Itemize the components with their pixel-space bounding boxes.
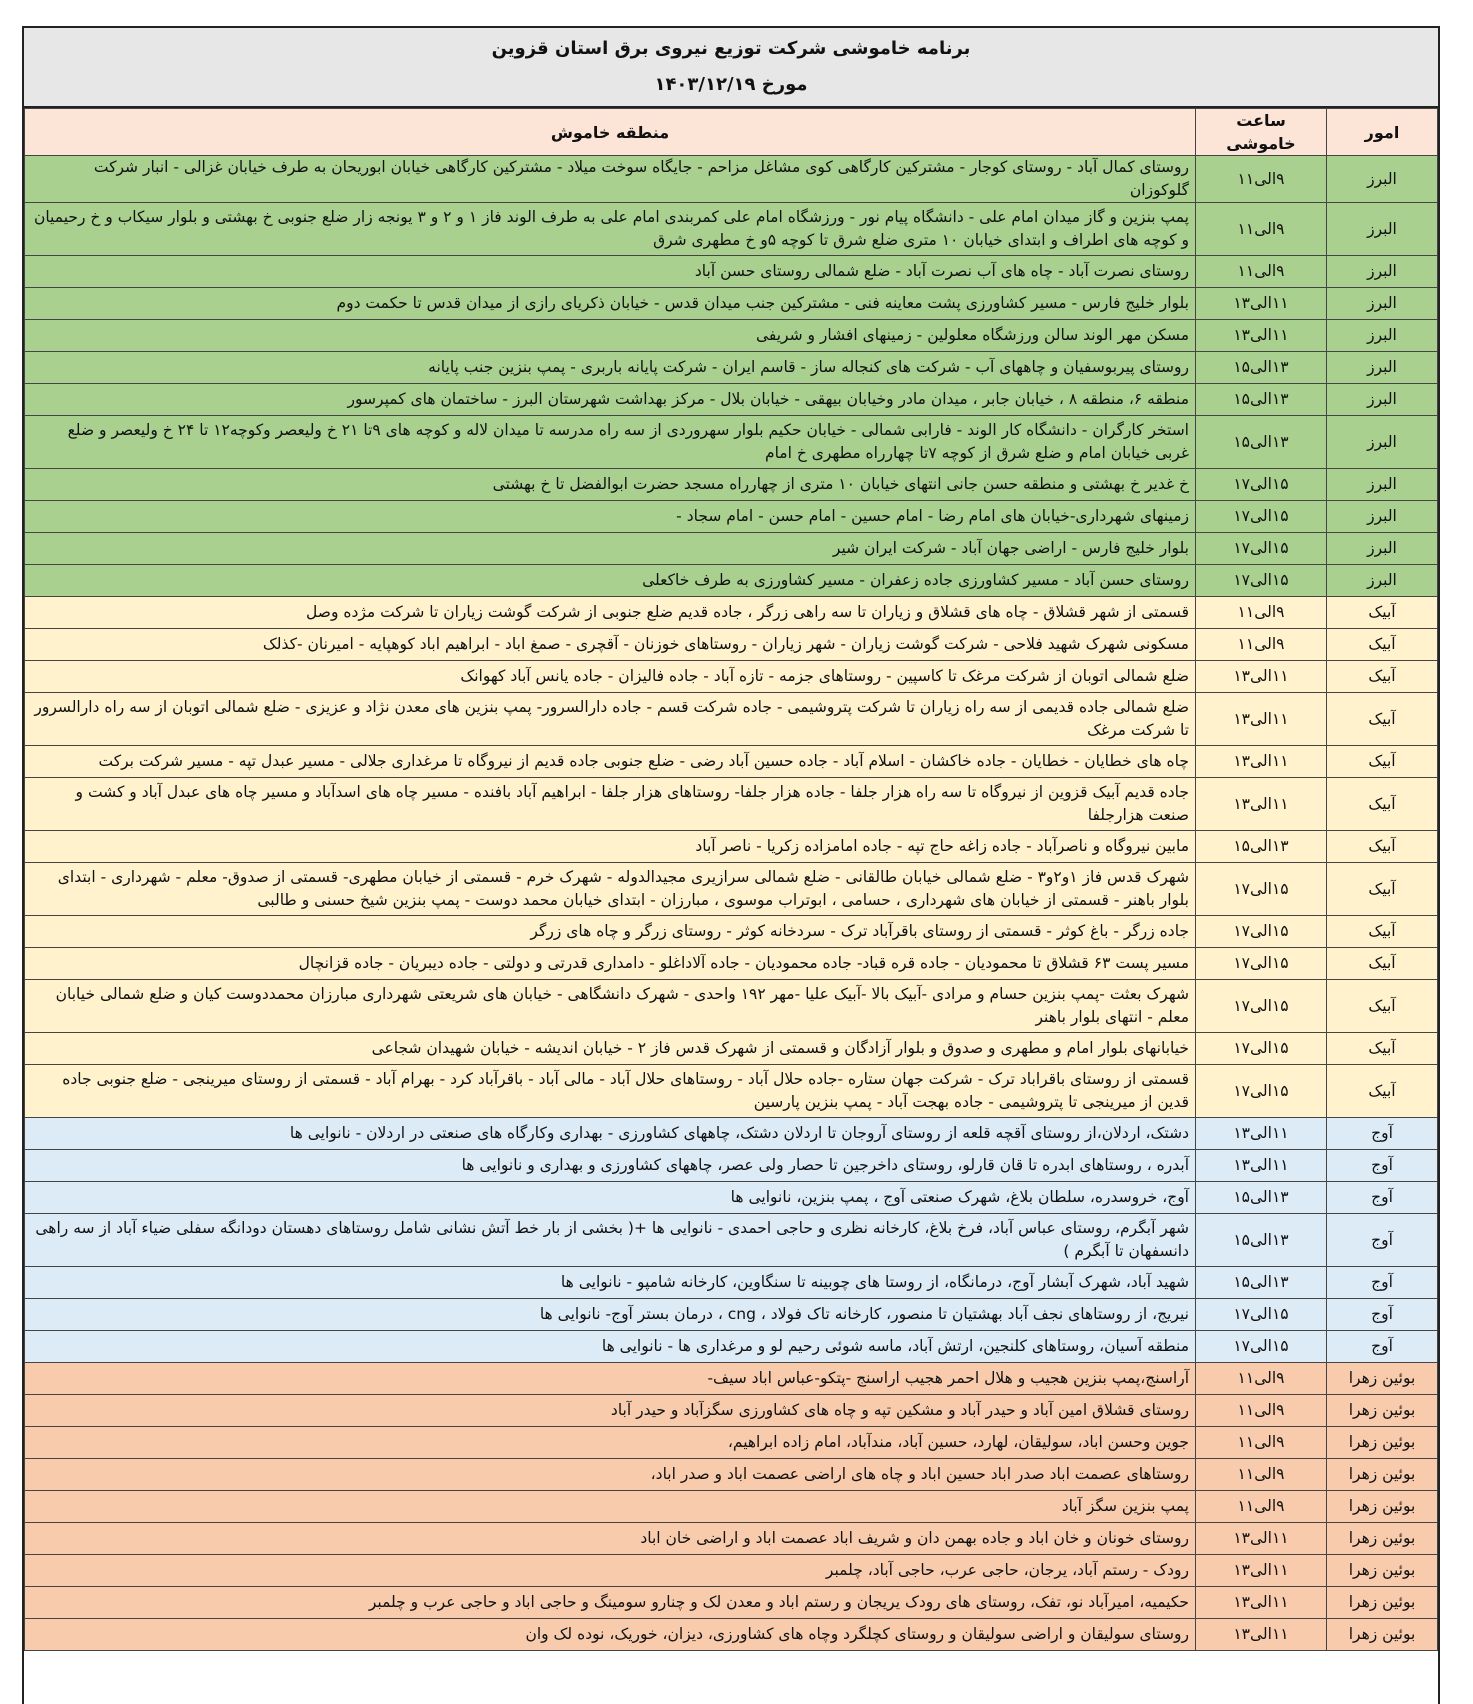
region-cell: آبیک: [1327, 597, 1438, 629]
table-row: [25, 1587, 1438, 1619]
time-cell: ۱۳الی۱۵: [1196, 352, 1327, 384]
area-cell: روستای سولیقان و اراضی سولیقان و روستای کچلگرد وچاه های کشاورزی، دیزان، خوریک، نوده لک وان: [25, 1619, 1196, 1651]
time-cell: ۹الی۱۱: [1196, 256, 1327, 288]
area-cell: زمینهای شهرداری-خیابان های امام رضا - امام حسین - امام حسن - امام سجاد -: [25, 501, 1196, 533]
area-cell: ضلع شمالی جاده قدیمی از سه راه زیاران تا شرکت پتروشیمی - جاده شرکت قسم - جاده دارالسرور- پمپ بنزین های معدن نژاد و عزیزی - ضلع شمالی اتوبان از سه راه دارالسرور تا شرکت مرغک: [25, 693, 1196, 746]
region-cell: آوج: [1327, 1267, 1438, 1299]
region-cell: آوج: [1327, 1118, 1438, 1150]
table-row: [25, 416, 1438, 469]
region-cell: آبیک: [1327, 1065, 1438, 1118]
area-cell: شهرک بعثت -پمپ بنزین حسام و مرادی -آبیک بالا -آبیک علیا -مهر ۱۹۲ واحدی - شهرک دانشگاهی - خیابان های شریعتی شهرداری مبارزان محمددوست کیان و ضلع شمالی خیابان معلم - انتهای بلوار باهنر: [25, 980, 1196, 1033]
area-cell: شهرک قدس فاز ۱و۲و۳ - ضلع شمالی خیابان طالقانی - ضلع شمالی سرازیری مجیدالدوله - شهرک خرم - قسمتی از خیابان مطهری- قسمتی از صدوق- معلم - شهرداری - ابتدای بلوار باهنر - قسمتی از خیابان های شهرداری ، حسامی ، ابوتراب موسوی ، مبارزان - ابتدای خیابان محمد دوست - پمپ بنزین شیخ حسنی و طالبی: [25, 863, 1196, 916]
table-row: [25, 1523, 1438, 1555]
area-cell: آبدره ، روستاهای ابدره تا قان قارلو، روستای داخرجین تا حصار ولی عصر، چاههای کشاورزی و بهداری و نانوایی ها: [25, 1150, 1196, 1182]
region-cell: البرز: [1327, 416, 1438, 469]
table-row: [25, 1491, 1438, 1523]
region-cell: آبیک: [1327, 980, 1438, 1033]
table-row: [25, 1150, 1438, 1182]
table-row: [25, 778, 1438, 831]
table-row: [25, 352, 1438, 384]
time-cell: ۹الی۱۱: [1196, 203, 1327, 256]
region-cell: بوئین زهرا: [1327, 1555, 1438, 1587]
area-cell: روستاهای عصمت اباد صدر اباد حسین اباد و چاه های اراضی عصمت اباد و صدر اباد،: [25, 1459, 1196, 1491]
area-cell: ضلع شمالی اتوبان از شرکت مرغک تا کاسپین - روستاهای جزمه - تازه آباد - جاده فالیزان - جاده یانس آباد کهوانک: [25, 661, 1196, 693]
area-cell: روستای کمال آباد - روستای کوجار - مشترکین کارگاهی کوی مشاغل مزاحم - جایگاه سوخت میلاد - مشترکین کارگاهی خیابان ابوریحان به طرف خیابان غزالی - انبار شرکت گلوکوزان: [25, 156, 1196, 203]
area-cell: قسمتی از روستای باقراباد ترک - شرکت جهان ستاره -جاده حلال آباد - روستاهای حلال آباد - مالی آباد - باقرآباد کرد - بهرام آباد - قسمتی از روستای میرینجی - ضلع جنوبی جاده قدین از میرینجی تا پتروشیمی - جاده بهجت آباد - پمپ بنزین پارسین: [25, 1065, 1196, 1118]
table-row: [25, 1555, 1438, 1587]
time-cell: ۱۵الی۱۷: [1196, 1033, 1327, 1065]
region-cell: بوئین زهرا: [1327, 1587, 1438, 1619]
time-cell: ۹الی۱۱: [1196, 1395, 1327, 1427]
region-cell: بوئین زهرا: [1327, 1363, 1438, 1395]
schedule-sheet: [22, 26, 1440, 1704]
table-row: [25, 980, 1438, 1033]
table-row: [25, 320, 1438, 352]
region-cell: آبیک: [1327, 863, 1438, 916]
time-cell: ۹الی۱۱: [1196, 597, 1327, 629]
area-cell: مابین نیروگاه و ناصرآباد - جاده زاغه حاج تپه - جاده امامزاده زکریا - ناصر آباد: [25, 831, 1196, 863]
region-cell: البرز: [1327, 352, 1438, 384]
time-cell: ۱۳الی۱۵: [1196, 1214, 1327, 1267]
region-cell: بوئین زهرا: [1327, 1395, 1438, 1427]
region-cell: البرز: [1327, 156, 1438, 203]
area-cell: پمپ بنزین و گاز میدان امام علی - دانشگاه پیام نور - ورزشگاه امام علی کمربندی امام علی به طرف الوند فاز ۱ و ۲ و ۳ یونجه زار ضلع جنوبی خ بهشتی و بلوار سیکاب و خ رحیمیان و کوچه های اطراف و ابتدای خیابان ۱۰ متری ضلع شرق تا کوچه ۵و خ مطهری شرق: [25, 203, 1196, 256]
time-cell: ۱۱الی۱۳: [1196, 1523, 1327, 1555]
area-cell: روستای حسن آباد - مسیر کشاورزی جاده زعفران - مسیر کشاورزی به طرف خاکعلی: [25, 565, 1196, 597]
time-cell: ۱۵الی۱۷: [1196, 916, 1327, 948]
table-row: [25, 501, 1438, 533]
area-cell: شهید آباد، شهرک آبشار آوج، درمانگاه، از روستا های چوبینه تا سنگاوین، کارخانه شامپو - نانوایی ها: [25, 1267, 1196, 1299]
table-row: [25, 948, 1438, 980]
region-cell: آبیک: [1327, 948, 1438, 980]
region-cell: آوج: [1327, 1182, 1438, 1214]
area-cell: منطقه آسیان، روستاهای کلنجین، ارتش آباد، ماسه شوئی رحیم لو و مرغداری ها - نانوایی ها: [25, 1331, 1196, 1363]
table-row: [25, 256, 1438, 288]
time-cell: ۱۳الی۱۵: [1196, 831, 1327, 863]
region-cell: البرز: [1327, 256, 1438, 288]
region-cell: بوئین زهرا: [1327, 1491, 1438, 1523]
region-cell: آبیک: [1327, 661, 1438, 693]
table-row: [25, 1118, 1438, 1150]
table-row: [25, 1299, 1438, 1331]
area-cell: حکیمیه، امیرآباد نو، تفک، روستای های رودک یریجان و رستم اباد و معدن لک و چنارو سومینگ و حاجی اباد و حاجی عرب و چلمبر: [25, 1587, 1196, 1619]
region-cell: آبیک: [1327, 693, 1438, 746]
time-cell: ۱۵الی۱۷: [1196, 1331, 1327, 1363]
table-row: [25, 661, 1438, 693]
time-cell: ۱۱الی۱۳: [1196, 1619, 1327, 1651]
header-region: امور: [1327, 109, 1438, 156]
title-box: [24, 28, 1438, 108]
time-cell: ۱۵الی۱۷: [1196, 533, 1327, 565]
table-row: [25, 288, 1438, 320]
time-cell: ۱۱الی۱۳: [1196, 693, 1327, 746]
area-cell: روستای قشلاق امین آباد و حیدر آباد و مشکین تپه و چاه های کشاورزی سگزآباد و حیدر آباد: [25, 1395, 1196, 1427]
table-row: [25, 1363, 1438, 1395]
table-row: [25, 831, 1438, 863]
region-cell: البرز: [1327, 203, 1438, 256]
area-cell: رودک - رستم آباد، یرجان، حاجی عرب، حاجی آباد، چلمبر: [25, 1555, 1196, 1587]
table-row: [25, 156, 1438, 203]
area-cell: پمپ بنزین سگز آباد: [25, 1491, 1196, 1523]
table-row: [25, 1267, 1438, 1299]
time-cell: ۹الی۱۱: [1196, 1427, 1327, 1459]
area-cell: خ غدیر خ بهشتی و منطقه حسن جانی انتهای خیابان ۱۰ متری از چهارراه مسجد حضرت ابوالفضل تا خ بهشتی: [25, 469, 1196, 501]
table-row: [25, 565, 1438, 597]
area-cell: روستای خونان و خان اباد و جاده بهمن دان و شریف اباد عصمت اباد و اراضی خان اباد: [25, 1523, 1196, 1555]
time-cell: ۱۳الی۱۵: [1196, 1182, 1327, 1214]
time-cell: ۹الی۱۱: [1196, 1459, 1327, 1491]
table-row: [25, 1033, 1438, 1065]
header-area: منطقه خاموش: [25, 109, 1196, 156]
area-cell: خیابانهای بلوار امام و مطهری و صدوق و بلوار آزادگان و قسمتی از شهرک قدس فاز ۲ - خیابان اندیشه - خیابان شهیدان شجاعی: [25, 1033, 1196, 1065]
time-cell: ۱۱الی۱۳: [1196, 320, 1327, 352]
time-cell: ۱۵الی۱۷: [1196, 980, 1327, 1033]
time-cell: ۱۱الی۱۳: [1196, 1150, 1327, 1182]
region-cell: آبیک: [1327, 1033, 1438, 1065]
time-cell: ۱۵الی۱۷: [1196, 501, 1327, 533]
time-cell: ۱۵الی۱۷: [1196, 469, 1327, 501]
region-cell: آوج: [1327, 1214, 1438, 1267]
table-row: [25, 1459, 1438, 1491]
table-row: [25, 533, 1438, 565]
region-cell: آوج: [1327, 1331, 1438, 1363]
table-row: [25, 1395, 1438, 1427]
table-row: [25, 203, 1438, 256]
time-cell: ۹الی۱۱: [1196, 1363, 1327, 1395]
table-row: [25, 1619, 1438, 1651]
area-cell: جاده قدیم آبیک قزوین از نیروگاه تا سه راه هزار جلفا - جاده هزار جلفا- روستاهای هزار جلفا - ابراهیم آباد بافنده - مسیر چاه های اسدآباد و مسیر چاه های عبدل آباد و کشت و صنعت هزارجلفا: [25, 778, 1196, 831]
table-row: [25, 469, 1438, 501]
region-cell: آبیک: [1327, 629, 1438, 661]
table-row: [25, 1065, 1438, 1118]
region-cell: البرز: [1327, 469, 1438, 501]
table-row: [25, 384, 1438, 416]
region-cell: البرز: [1327, 288, 1438, 320]
time-cell: ۱۱الی۱۳: [1196, 288, 1327, 320]
area-cell: دشتک، اردلان،از روستای آقچه قلعه از روستای آروجان تا اردلان دشتک، چاههای کشاورزی - بهداری وکارگاه های صنعتی در اردلان - نانوایی ها: [25, 1118, 1196, 1150]
region-cell: البرز: [1327, 501, 1438, 533]
table-row: [25, 1214, 1438, 1267]
table-body: [25, 156, 1438, 1651]
table-row: [25, 916, 1438, 948]
time-cell: ۱۱الی۱۳: [1196, 661, 1327, 693]
area-cell: جوین وحسن اباد، سولیقان، لهارد، حسین آباد، مندآباد، امام زاده ابراهیم،: [25, 1427, 1196, 1459]
area-cell: بلوار خلیج فارس - اراضی جهان آباد - شرکت ایران شیر: [25, 533, 1196, 565]
area-cell: آوج، خروسدره، سلطان بلاغ، شهرک صنعتی آوج ، پمپ بنزین، نانوایی ها: [25, 1182, 1196, 1214]
outage-table: [24, 108, 1438, 1651]
time-cell: ۱۱الی۱۳: [1196, 746, 1327, 778]
table-header-row: [25, 109, 1438, 156]
area-cell: آراسنج،پمپ بنزین هجیب و هلال احمر هجیب اراسنج -پتکو-عباس اباد سیف-: [25, 1363, 1196, 1395]
time-cell: ۱۱الی۱۳: [1196, 1555, 1327, 1587]
table-row: [25, 629, 1438, 661]
region-cell: البرز: [1327, 384, 1438, 416]
table-row: [25, 597, 1438, 629]
time-cell: ۱۵الی۱۷: [1196, 948, 1327, 980]
time-cell: ۱۳الی۱۵: [1196, 384, 1327, 416]
area-cell: مسیر پست ۶۳ قشلاق تا محمودیان - جاده قره قباد- جاده محمودیان - جاده آلاداغلو - دامداری قدرتی و دولتی - جاده دیبریان - جاده قزانچال: [25, 948, 1196, 980]
area-cell: روستای پیربوسفیان و چاههای آب - شرکت های کنجاله ساز - قاسم ایران - شرکت پایانه باربری - پمپ بنزین جنب پایانه: [25, 352, 1196, 384]
area-cell: قسمتی از شهر قشلاق - چاه های قشلاق و زیاران تا سه راهی زرگر ، جاده قدیم ضلع جنوبی از شرکت گوشت زیاران تا شرکت مژده وصل: [25, 597, 1196, 629]
area-cell: استخر کارگران - دانشگاه کار الوند - فارابی شمالی - خیابان حکیم بلوار سهروردی از سه راه مدرسه تا میدان لاله و کوچه های ۹تا ۲۱ خ ولیعصر وکوچه۱۲ تا ۲۴ خ ولیعصر و ضلع غربی خیابان امام و ضلع شرق از کوچه ۷تا چهارراه مطهری خ امام: [25, 416, 1196, 469]
time-cell: ۱۵الی۱۷: [1196, 1299, 1327, 1331]
time-cell: ۱۱الی۱۳: [1196, 1587, 1327, 1619]
area-cell: مسکن مهر الوند سالن ورزشگاه معلولین - زمینهای افشار و شریفی: [25, 320, 1196, 352]
table-row: [25, 693, 1438, 746]
time-cell: ۱۳الی۱۵: [1196, 1267, 1327, 1299]
region-cell: آبیک: [1327, 746, 1438, 778]
time-cell: ۹الی۱۱: [1196, 1491, 1327, 1523]
area-cell: شهر آبگرم، روستای عباس آباد، فرخ بلاغ، کارخانه نظری و حاجی احمدی - نانوایی ها +( بخشی از بار خط آتش نشانی شامل روستاهای دهستان دودانگه سفلی ضیاء آباد از سه راهی دانسفهان تا آبگرم ): [25, 1214, 1196, 1267]
area-cell: نیریج، از روستاهای نجف آباد بهشتیان تا منصور، کارخانه تاک فولاد ، cng ، درمان بستر آوج- نانوایی ها: [25, 1299, 1196, 1331]
region-cell: بوئین زهرا: [1327, 1427, 1438, 1459]
area-cell: منطقه ۶، منطقه ۸ ، خیابان جابر ، میدان مادر وخیابان بیهقی - خیابان بلال - مرکز بهداشت شهرستان البرز - ساختمان های کمپرسور: [25, 384, 1196, 416]
area-cell: چاه های خطایان - خطایان - جاده خاکشان - اسلام آباد - جاده حسین آباد رضی - ضلع جنوبی جاده قدیم از نیروگاه تا مرغداری جلالی - مسیر عبدل تپه - مسیر شرکت برکت: [25, 746, 1196, 778]
region-cell: بوئین زهرا: [1327, 1523, 1438, 1555]
table-row: [25, 1182, 1438, 1214]
page-title: برنامه خاموشی شرکت توزیع نیروی برق استان قزوین: [491, 38, 971, 59]
table-row: [25, 1427, 1438, 1459]
time-cell: ۱۵الی۱۷: [1196, 565, 1327, 597]
region-cell: البرز: [1327, 565, 1438, 597]
time-cell: ۹الی۱۱: [1196, 156, 1327, 203]
time-cell: ۱۱الی۱۳: [1196, 778, 1327, 831]
region-cell: بوئین زهرا: [1327, 1619, 1438, 1651]
region-cell: البرز: [1327, 320, 1438, 352]
header-time: ساعت خاموشی: [1196, 109, 1327, 156]
region-cell: البرز: [1327, 533, 1438, 565]
area-cell: جاده زرگر - باغ کوثر - قسمتی از روستای باقرآباد ترک - سردخانه کوثر - روستای زرگر و چاه های زرگر: [25, 916, 1196, 948]
time-cell: ۱۱الی۱۳: [1196, 1118, 1327, 1150]
region-cell: آوج: [1327, 1150, 1438, 1182]
region-cell: بوئین زهرا: [1327, 1459, 1438, 1491]
area-cell: روستای نصرت آباد - چاه های آب نصرت آباد - ضلع شمالی روستای حسن آباد: [25, 256, 1196, 288]
table-row: [25, 863, 1438, 916]
region-cell: آبیک: [1327, 831, 1438, 863]
time-cell: ۱۵الی۱۷: [1196, 863, 1327, 916]
table-row: [25, 1331, 1438, 1363]
region-cell: آبیک: [1327, 778, 1438, 831]
area-cell: مسکونی شهرک شهید فلاحی - شرکت گوشت زیاران - شهر زیاران - روستاهای خوزنان - آقچری - صمغ اباد - ابراهیم اباد کوهپایه - امیرنان -کذلک: [25, 629, 1196, 661]
table-row: [25, 746, 1438, 778]
time-cell: ۱۵الی۱۷: [1196, 1065, 1327, 1118]
area-cell: بلوار خلیج فارس - مسیر کشاورزی پشت معاینه فنی - مشترکین جنب میدان قدس - خیابان ذکریای رازی از میدان قدس تا حکمت دوم: [25, 288, 1196, 320]
time-cell: ۹الی۱۱: [1196, 629, 1327, 661]
region-cell: آوج: [1327, 1299, 1438, 1331]
region-cell: آبیک: [1327, 916, 1438, 948]
page-date: مورخ ۱۴۰۳/۱۲/۱۹: [654, 74, 808, 95]
time-cell: ۱۳الی۱۵: [1196, 416, 1327, 469]
